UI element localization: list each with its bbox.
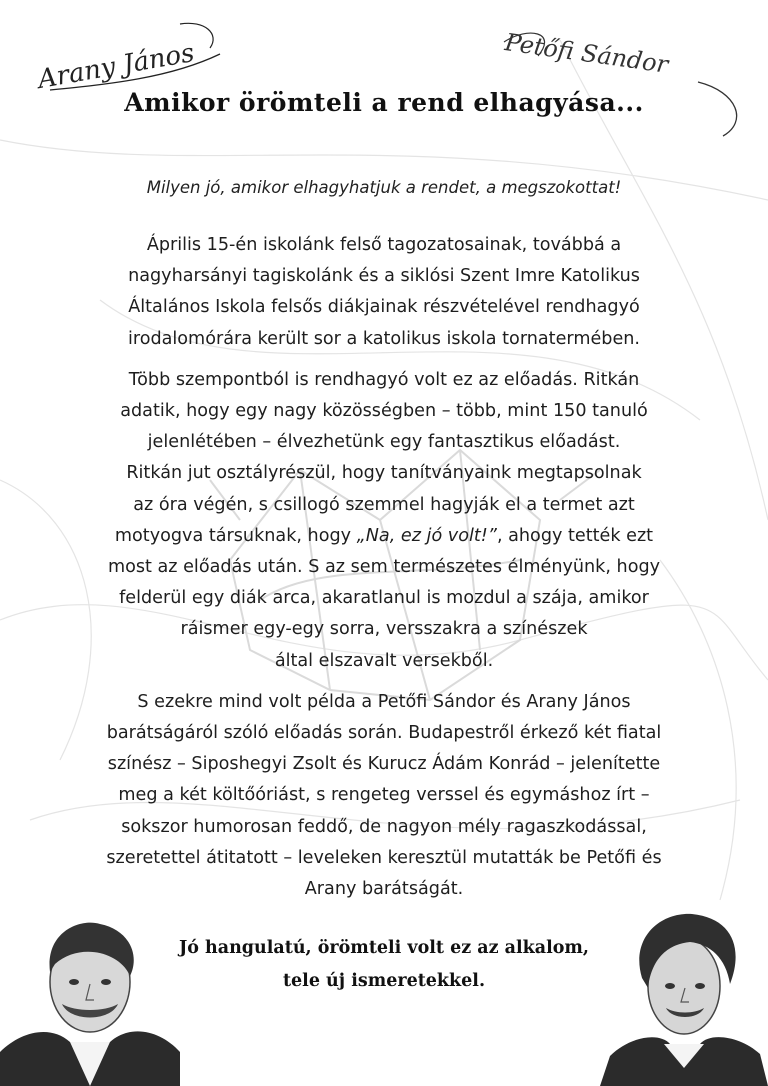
arany-portrait-image <box>0 912 180 1086</box>
text-line: ráismer egy-egy sorra, versszakra a színészek <box>180 619 588 640</box>
closing-line: tele új ismeretekkel. <box>282 971 486 991</box>
text-line: Arany barátságát. <box>304 879 464 900</box>
quote-lead-in: motyogva társuknak, hogy <box>114 525 357 546</box>
closing-statement <box>130 932 638 998</box>
text-line: Április 15-én iskolánk felső tagozatosainak, továbbá a <box>146 235 622 255</box>
subtitle: Milyen jó, amikor elhagyhatjuk a rendet, a megszokottat! <box>146 178 622 197</box>
text-line: felderül egy diák arca, akaratlanul is mozdul a szája, amikor <box>119 588 649 609</box>
article-body <box>52 230 716 915</box>
page-title: Amikor örömteli a rend elhagyása... <box>124 88 644 117</box>
text-line: Általános Iskola felsős diákjainak részvételével rendhagyó <box>128 297 640 318</box>
text-line: Ritkán jut osztályrészül, hogy tanítványaink megtapsolnak <box>126 463 642 484</box>
petofi-portrait-image <box>600 908 768 1086</box>
text-line: által elszavalt versekből. <box>274 650 494 671</box>
text-line: most az előadás után. S az sem természetes élményünk, hogy <box>107 557 661 578</box>
text-line: barátságáról szóló előadás során. Budapestről érkező két fiatal <box>106 723 662 744</box>
quote-tail: , ahogy tették ezt <box>496 525 654 546</box>
text-line: adatik, hogy egy nagy közösségben – több, mint 150 tanuló <box>120 401 648 422</box>
text-line: nagyharsányi tagiskolánk és a siklósi Szent Imre Katolikus <box>128 266 640 287</box>
text-line: irodalomórára került sor a katolikus iskola tornatermében. <box>127 328 641 349</box>
quote-text: „Na, ez jó volt!” <box>356 525 497 546</box>
text-line: S ezekre mind volt példa a Petőfi Sándor és Arany János <box>137 691 631 712</box>
petofi-signature <box>498 22 748 142</box>
paragraph-2 <box>52 365 716 677</box>
text-line-with-quote <box>52 521 716 552</box>
svg-text:Petőfi Sándor: Petőfi Sándor <box>503 28 670 79</box>
text-line: az óra végén, s csillogó szemmel hagyják el a termet azt <box>133 494 635 515</box>
text-line: sokszor humorosan feddő, de nagyon mély ragaszkodással, <box>121 816 647 837</box>
text-line: szeretettel átitatott – leveleken keresztül mutatták be Petőfi és <box>106 847 662 868</box>
text-line: Több szempontból is rendhagyó volt ez az előadás. Ritkán <box>128 369 640 390</box>
closing-line: Jó hangulatú, örömteli volt ez az alkalom, <box>178 938 590 958</box>
text-line: jelenlétében – élvezhetünk egy fantasztikus előadást. <box>147 432 621 453</box>
paragraph-3 <box>52 687 716 905</box>
text-line: meg a két költőóriást, s rengeteg verssel és egymáshoz írt – <box>118 785 650 806</box>
paragraph-1 <box>52 230 716 355</box>
svg-text:Arany János: Arany János <box>35 38 197 96</box>
text-line: színész – Siposhegyi Zsolt és Kurucz Ádám Konrád – jelenítette <box>107 754 661 775</box>
